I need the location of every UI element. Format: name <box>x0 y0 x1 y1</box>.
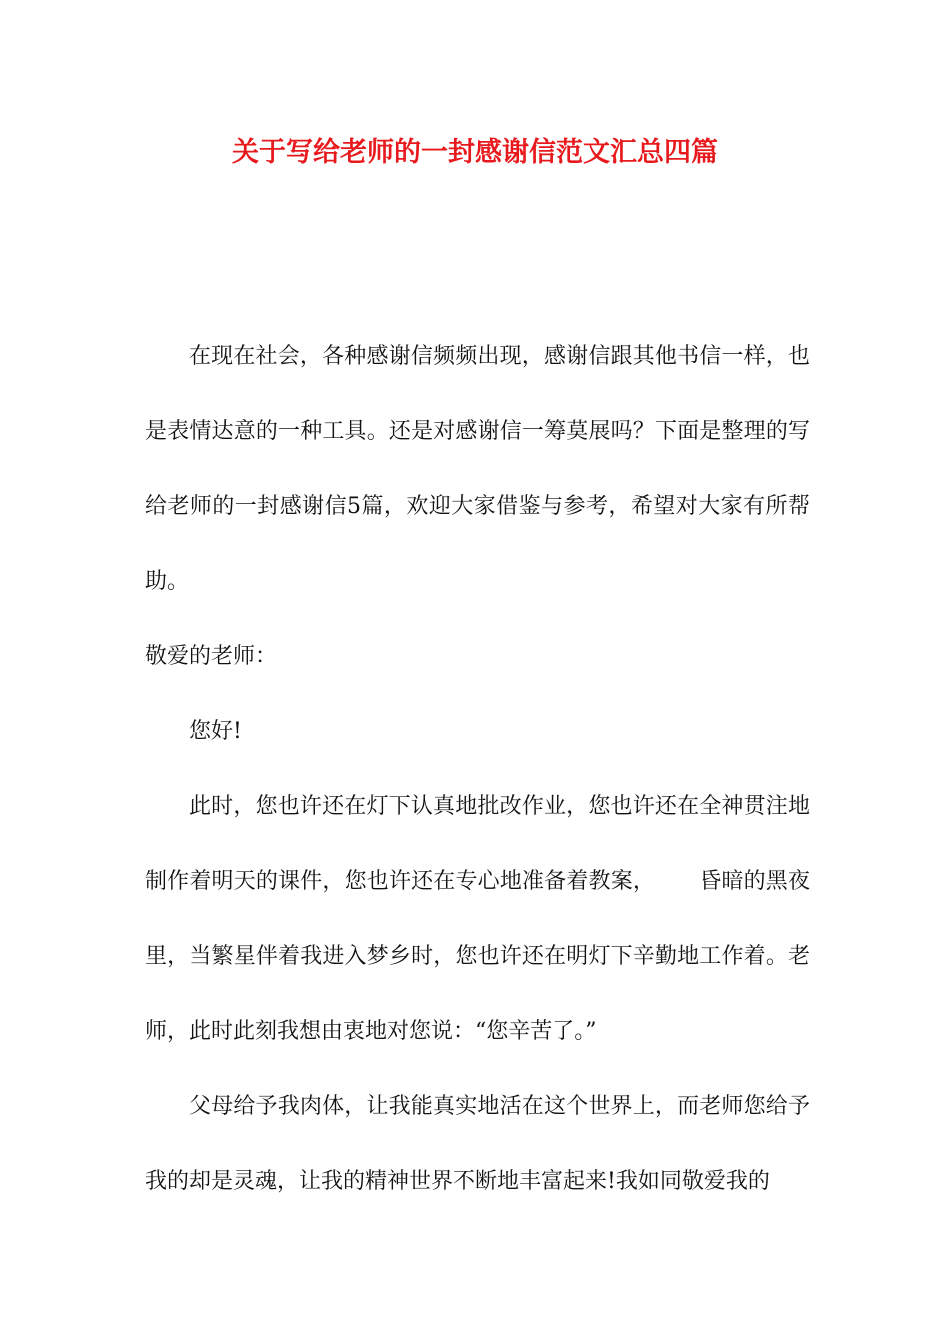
paragraph-1-part-b: 昏暗的黑夜里，当繁星伴着我进入梦乡时，您也许还在明灯下辛勤地工作着。老师，此时此刻我想由衷地对您说：“您辛苦了。” <box>145 869 810 1044</box>
document-title: 关于写给老师的一封感谢信范文汇总四篇 <box>232 137 718 168</box>
paragraph-2: 父母给予我肉体，让我能真实地活在这个世界上，而老师您给予我的却是灵魂，让我的精神世界不断地丰富起来!我如同敬爱我的 <box>145 1094 810 1194</box>
intro-paragraph: 在现在社会，各种感谢信频频出现，感谢信跟其他书信一样，也是表情达意的一种工具。还是对感谢信一筹莫展吗？下面是整理的写给老师的一封感谢信5篇，欢迎大家借鉴与参考，希望对大家有所帮助。 <box>145 344 810 594</box>
greeting: 您好! <box>189 719 242 744</box>
salutation: 敬爱的老师： <box>145 644 278 669</box>
document-body <box>145 319 810 1219</box>
paragraph-1-part-a: 此时，您也许还在灯下认真地批改作业，您也许还在全神贯注地制作着明天的课件，您也许还在专心地准备着教案， <box>145 794 810 894</box>
paragraph-1 <box>145 769 810 1069</box>
